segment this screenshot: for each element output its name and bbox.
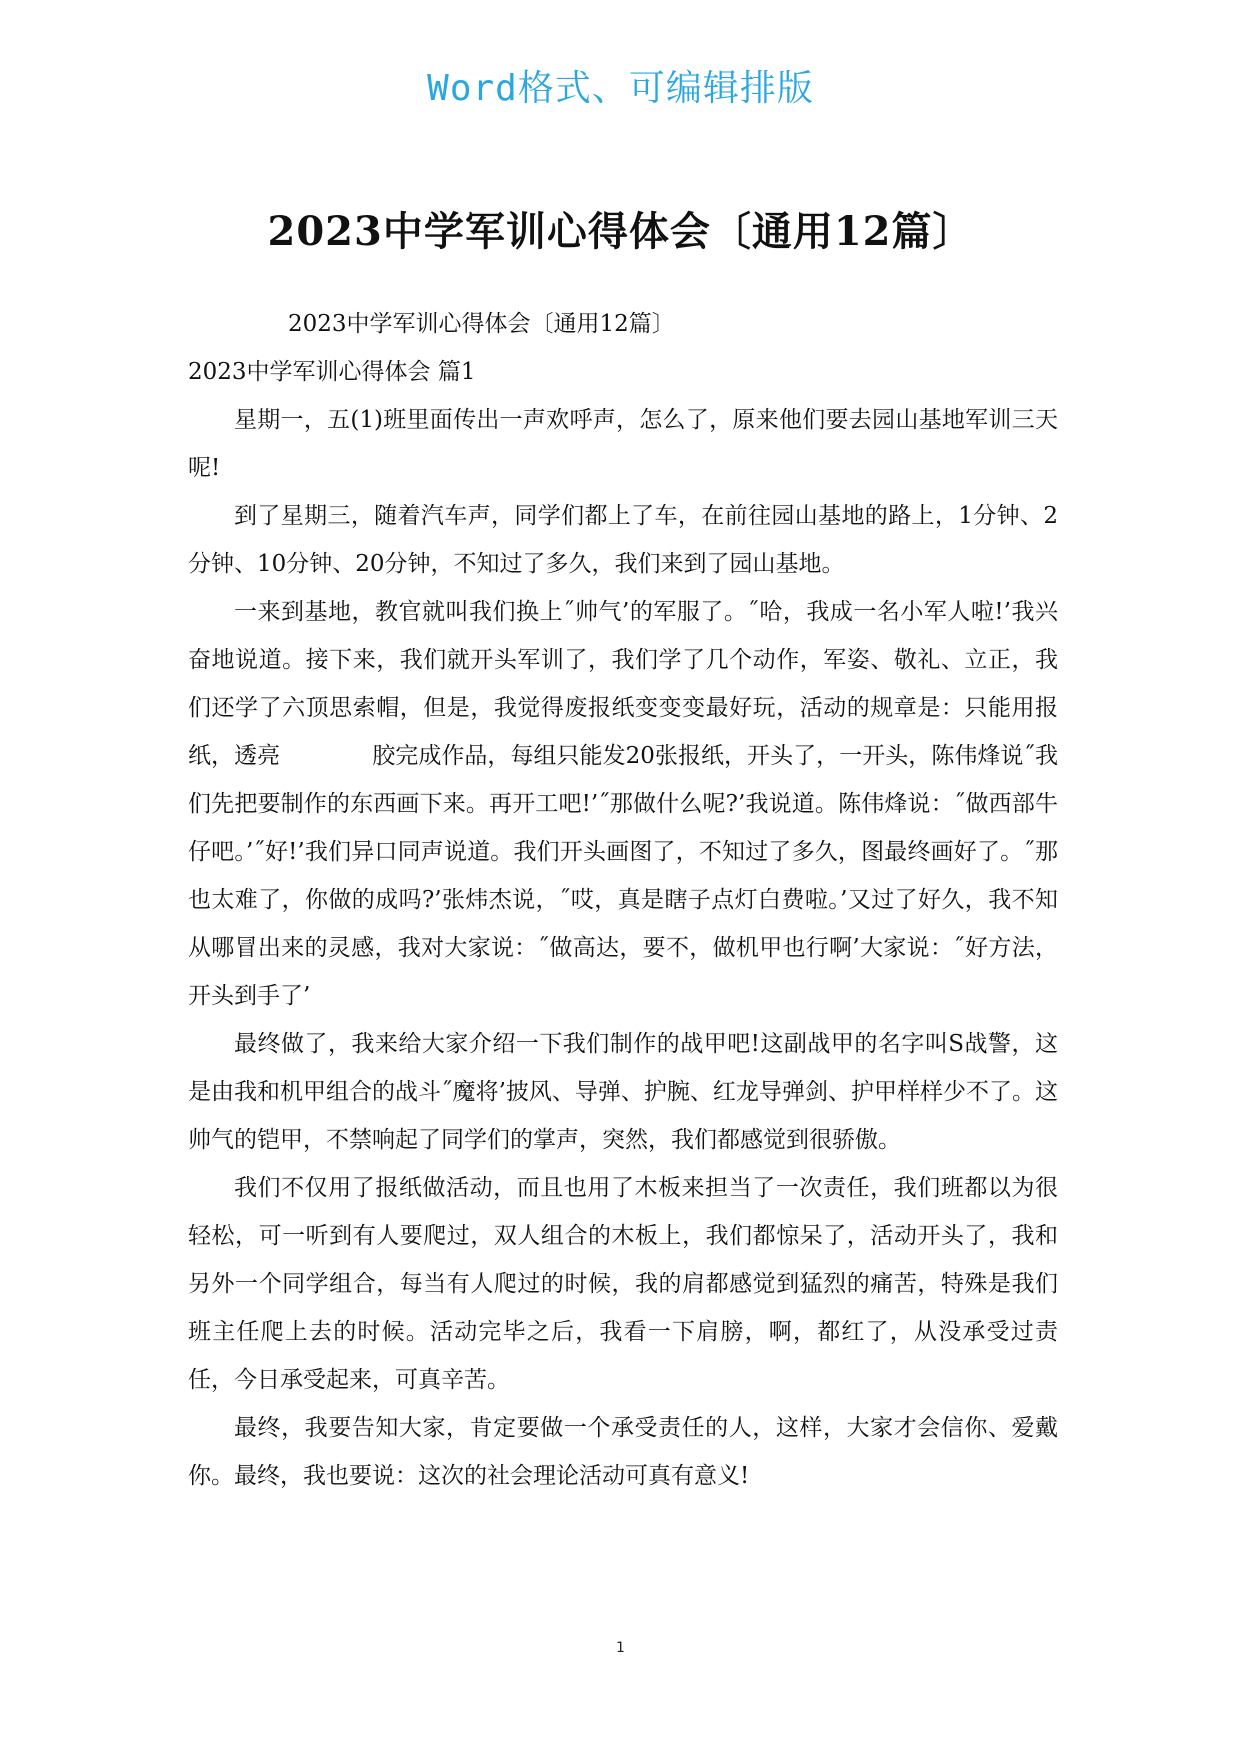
paragraph-2: 到了星期三，随着汽车声，同学们都上了车，在前往园山基地的路上，1分钟、2分钟、10分钟、20分钟，不知过了多久，我们来到了园山基地。 (188, 503, 1058, 577)
paragraph-4: 最终做了，我来给大家介绍一下我们制作的战甲吧!这副战甲的名字叫S战警，这是由我和机甲组合的战斗˝魔将’披风、导弹、护腕、红龙导弹剑、护甲样样少不了。这帅气的铠甲，不禁响起了同学们的掌声，突然，我们都感觉到很骄傲。 (188, 1031, 1058, 1153)
document-body (188, 300, 1058, 1500)
document-title: 2023中学军训心得体会〔通用12篇〕 (267, 208, 974, 255)
paragraph-6: 最终，我要告知大家，肯定要做一个承受责任的人，这样，大家才会信你、爱戴你。最终，我也要说：这次的社会理论活动可真有意义! (188, 1415, 1058, 1489)
section-heading: 2023中学军训心得体会 篇1 (188, 359, 476, 385)
paragraph-5: 我们不仅用了报纸做活动，而且也用了木板来担当了一次责任，我们班都以为很轻松，可一听到有人要爬过，双人组合的木板上，我们都惊呆了，活动开头了，我和另外一个同学组合，每当有人爬过的时候，我的肩都感觉到猛烈的痛苦，特殊是我们班主任爬上去的时候。活动完毕之后，我看一下肩膀，啊，都红了，从没承受过责任，今日承受起来，可真辛苦。 (188, 1175, 1058, 1393)
paragraph-1: 星期一，五(1)班里面传出一声欢呼声，怎么了，原来他们要去园山基地军训三天呢! (188, 407, 1058, 481)
banner-heading: Word格式、可编辑排版 (427, 68, 814, 109)
paragraph-3: 一来到基地，教官就叫我们换上˝帅气’的军服了。˝哈，我成一名小军人啦!’我兴奋地说道。接下来，我们就开头军训了，我们学了几个动作，军姿、敬礼、立正，我们还学了六顶思索帽，但是，我觉得废报纸变变变最好玩，活动的规章是：只能用报纸，透亮 胶完成作品，每组只能发20张报纸，开头了，一开头，陈伟烽说˝我们先把要制作的东西画下来。再开工吧!’˝那做什么呢?’我说道。陈伟烽说：˝做西部牛仔吧。’˝好!’我们异口同声说道。我们开头画图了，不知过了多久，图最终画好了。˝那也太难了，你做的成吗?’张炜杰说，˝哎，真是瞎子点灯白费啦。’又过了好久，我不知从哪冒出来的灵感，我对大家说：˝做高达，要不，做机甲也行啊’大家说：˝好方法，开头到手了’ (188, 599, 1058, 1009)
page-number: 1 (616, 1640, 625, 1656)
document-subtitle: 2023中学军训心得体会〔通用12篇〕 (288, 311, 675, 337)
